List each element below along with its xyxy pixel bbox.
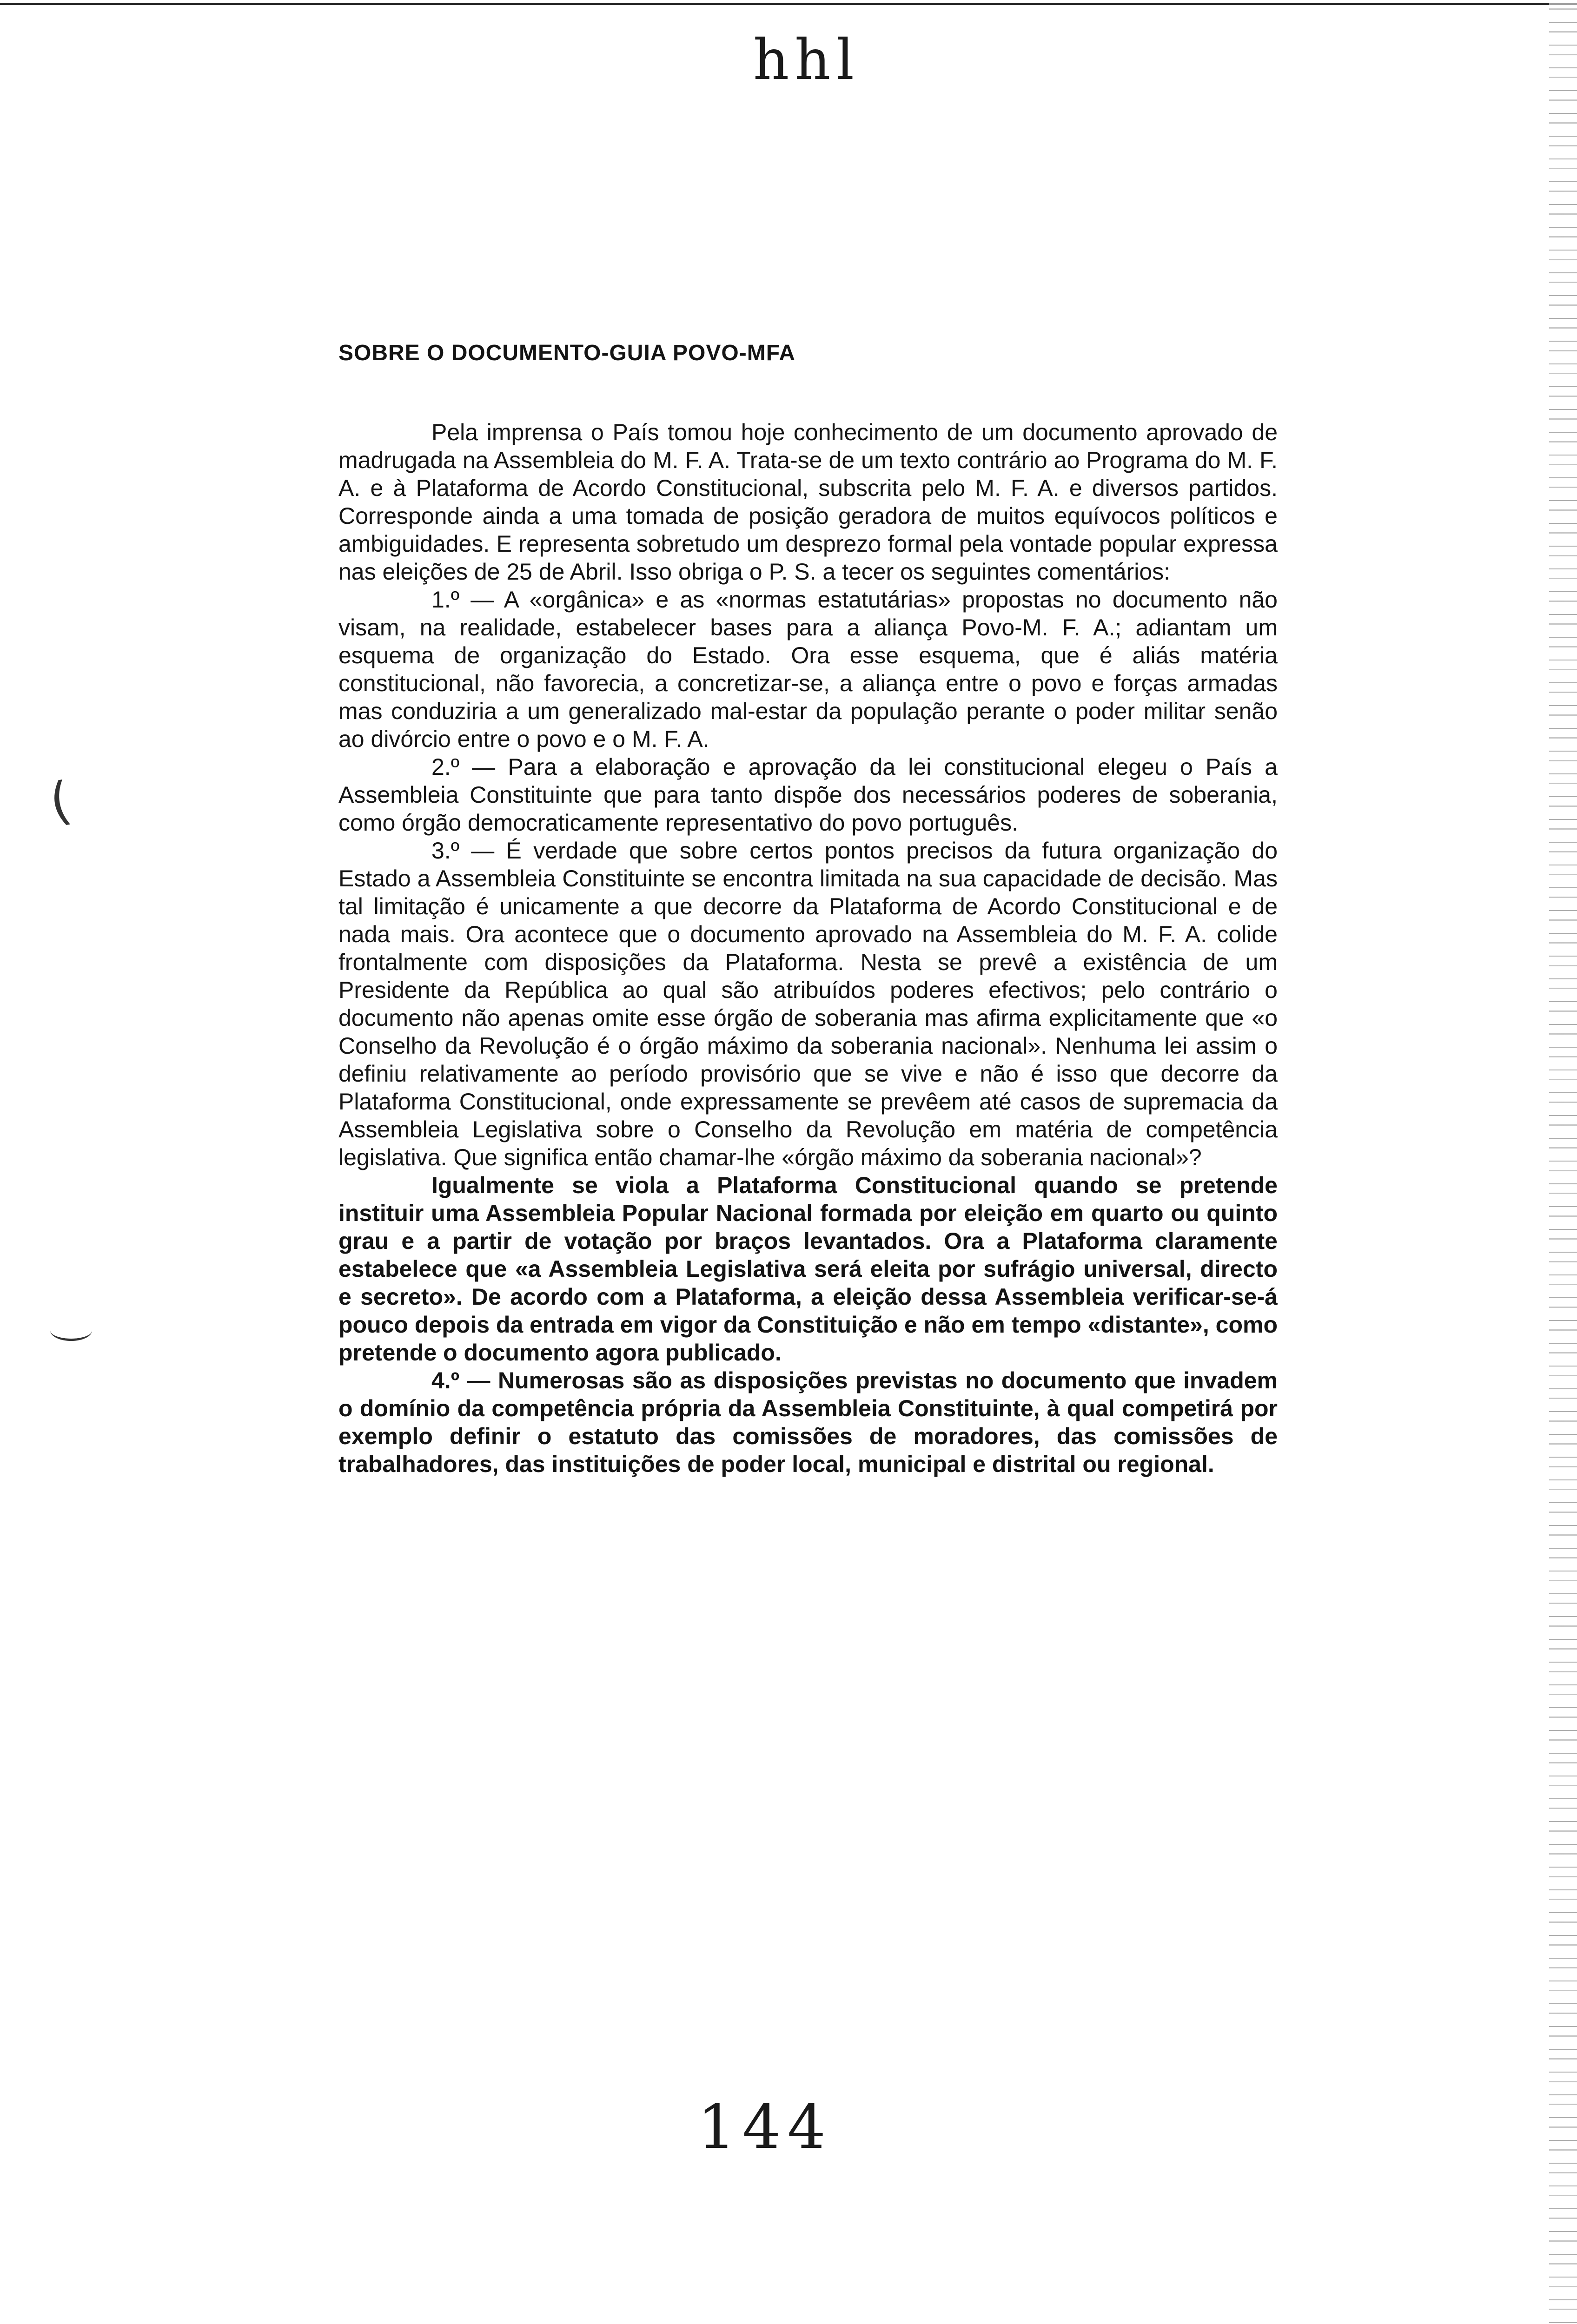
paragraph-point-4: 4.º — Numerosas são as disposições previstas no documento que invadem o domínio da competência própria da Assembleia Constituinte, à qual competirá por exemplo definir o estatuto das comissões de moradores, das comissões de trabalhadores, das instituições de poder local, municipal e distrital ou regional. xyxy=(338,1367,1278,1477)
scan-edge-noise xyxy=(1549,0,1577,2324)
scan-top-rule xyxy=(0,3,1577,5)
handwritten-page-number: 144 xyxy=(697,2092,833,2162)
paragraph-point-3-continued: Igualmente se viola a Plataforma Constitucional quando se pretende instituir uma Assembleia Popular Nacional formada por eleição em quarto ou quinto grau e a partir de votação por braços levantados. Ora a Plataforma claramente estabelece que «a Assembleia Legislativa será eleita por sufrágio universal, directo e secreto». De acordo com a Plataforma, a eleição dessa Assembleia verificar-se-á pouco depois da entrada em vigor da Constituição e não em tempo «distante», como pretende o documento agora publicado. xyxy=(338,1172,1278,1366)
document-body xyxy=(338,339,1278,1478)
paragraph-point-2: 2.º — Para a elaboração e aprovação da lei constitucional elegeu o País a Assembleia Constituinte que para tanto dispõe dos necessários poderes de soberania, como órgão democraticamente representativo do povo português. xyxy=(338,754,1278,836)
margin-bracket-mark: ( xyxy=(45,770,75,832)
paragraph-point-3: 3.º — É verdade que sobre certos pontos precisos da futura organização do Estado a Assembleia Constituinte se encontra limitada na sua capacidade de decisão. Mas tal limitação é unicamente a que decorre da Plataforma de Acordo Constitucional e de nada mais. Ora acontece que o documento aprovado na Assembleia do M. F. A. colide frontalmente com disposições da Plataforma. Nesta se prevê a existência de um Presidente da República ao qual são atribuídos poderes efectivos; pelo contrário o documento não apenas omite esse órgão de soberania mas afirma explicitamente que «o Conselho da Revolução é o órgão máximo da soberania nacional». Nenhuma lei assim o definiu relativamente ao período provisório que se vive e não é isso que decorre da Plataforma Constitucional, onde expressamente se prevêem até casos de supremacia da Assembleia Legislativa sobre o Conselho da Revolução em matéria de competência legislativa. Que significa então chamar-lhe «órgão máximo da soberania nacional»? xyxy=(338,838,1278,1170)
handwritten-annotation-top: hhl xyxy=(753,28,860,92)
paragraph-point-1: 1.º — A «orgânica» e as «normas estatutárias» propostas no documento não visam, na realidade, estabelecer bases para a aliança Povo-M. F. A.; adiantam um esquema de organização do Estado. Ora esse esquema, que é aliás matéria constitucional, não favorecia, a concretizar-se, a aliança entre o povo e forças armadas mas conduziria a um generalizado mal-estar da população perante o poder militar senão ao divórcio entre o povo e o M. F. A. xyxy=(338,587,1278,752)
paragraph-intro: Pela imprensa o País tomou hoje conhecimento de um documento aprovado de madrugada na Assembleia do M. F. A. Trata-se de um texto contrário ao Programa do M. F. A. e à Plataforma de Acordo Constitucional, subscrita pelo M. F. A. e diversos partidos. Corresponde ainda a uma tomada de posição geradora de muitos equívocos políticos e ambiguidades. E representa sobretudo um desprezo formal pela vontade popular expressa nas eleições de 25 de Abril. Isso obriga o P. S. a tecer os seguintes comentários: xyxy=(338,419,1278,585)
document-title: SOBRE O DOCUMENTO-GUIA POVO-MFA xyxy=(338,341,796,365)
margin-tick-mark xyxy=(50,1320,92,1341)
